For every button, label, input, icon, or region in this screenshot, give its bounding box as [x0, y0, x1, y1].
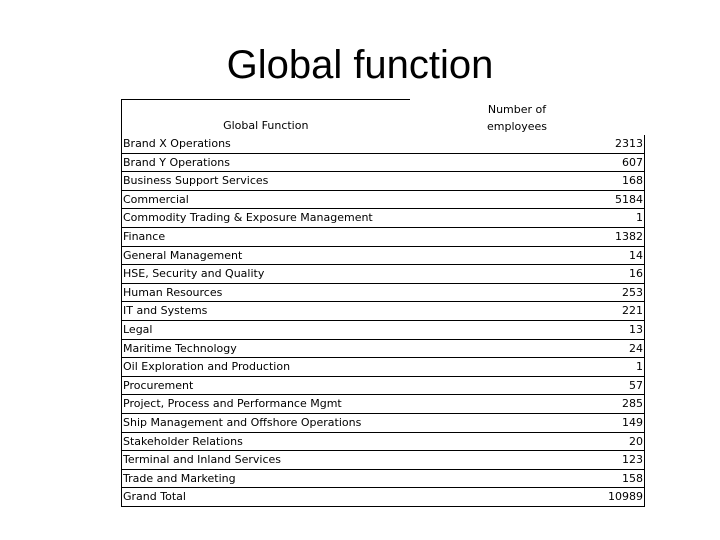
employees-cell: 24 [528, 339, 645, 358]
employees-cell: 607 [528, 153, 645, 172]
employees-cell: 16 [528, 265, 645, 284]
table-row [122, 395, 645, 414]
function-cell: Finance [122, 227, 410, 246]
table-row [122, 153, 645, 172]
function-cell: Grand Total [122, 488, 410, 507]
function-cell: Commodity Trading & Exposure Management [122, 209, 410, 228]
spacer-cell [410, 302, 528, 321]
spacer-cell [410, 135, 528, 153]
table-row [122, 320, 645, 339]
function-cell: Stakeholder Relations [122, 432, 410, 451]
function-cell: Legal [122, 320, 410, 339]
table-row [122, 339, 645, 358]
table-row [122, 135, 645, 153]
employees-cell: 221 [528, 302, 645, 321]
employees-cell: 168 [528, 172, 645, 191]
table-row [122, 209, 645, 228]
table-header-row [122, 100, 645, 136]
employees-cell: 253 [528, 283, 645, 302]
function-cell: Project, Process and Performance Mgmt [122, 395, 410, 414]
spacer-cell [410, 209, 528, 228]
function-cell: General Management [122, 246, 410, 265]
employees-cell: 149 [528, 413, 645, 432]
employee-table [121, 99, 645, 507]
employees-cell: 285 [528, 395, 645, 414]
table-row [122, 190, 645, 209]
table-row [122, 227, 645, 246]
function-cell: Commercial [122, 190, 410, 209]
function-cell: Brand Y Operations [122, 153, 410, 172]
table-row [122, 302, 645, 321]
table-row [122, 172, 645, 191]
function-cell: Brand X Operations [122, 135, 410, 153]
spacer-cell [410, 320, 528, 339]
table-row [122, 265, 645, 284]
table-row [122, 283, 645, 302]
employees-cell: 57 [528, 376, 645, 395]
function-cell: Maritime Technology [122, 339, 410, 358]
spacer-cell [410, 432, 528, 451]
spacer-cell [410, 246, 528, 265]
employees-cell: 1 [528, 209, 645, 228]
function-cell: Ship Management and Offshore Operations [122, 413, 410, 432]
employees-cell: 5184 [528, 190, 645, 209]
header-global-function: Global Function [122, 100, 410, 136]
spacer-cell [410, 339, 528, 358]
function-cell: Business Support Services [122, 172, 410, 191]
spacer-cell [410, 358, 528, 377]
employees-cell: 13 [528, 320, 645, 339]
table-row [122, 413, 645, 432]
header-employees-label: Number of employees [486, 103, 548, 133]
employees-cell: 10989 [528, 488, 645, 507]
employees-cell: 20 [528, 432, 645, 451]
spacer-cell [410, 153, 528, 172]
spacer-cell [410, 376, 528, 395]
table-row [122, 376, 645, 395]
employees-cell: 14 [528, 246, 645, 265]
employees-cell: 158 [528, 469, 645, 488]
spacer-cell [410, 488, 528, 507]
spacer-cell [410, 469, 528, 488]
function-cell: HSE, Security and Quality [122, 265, 410, 284]
table-row [122, 246, 645, 265]
spacer-cell [410, 190, 528, 209]
spacer-cell [410, 172, 528, 191]
spacer-cell [410, 283, 528, 302]
spacer-cell [410, 451, 528, 470]
employees-cell: 1382 [528, 227, 645, 246]
header-number-of-employees [410, 100, 645, 136]
spacer-cell [410, 265, 528, 284]
function-cell: Oil Exploration and Production [122, 358, 410, 377]
function-cell: IT and Systems [122, 302, 410, 321]
table-body [122, 100, 645, 507]
employees-cell: 2313 [528, 135, 645, 153]
function-cell: Human Resources [122, 283, 410, 302]
spacer-cell [410, 227, 528, 246]
employees-cell: 123 [528, 451, 645, 470]
slide-title: Global function [226, 43, 494, 87]
employees-cell: 1 [528, 358, 645, 377]
table-row [122, 451, 645, 470]
spacer-cell [410, 395, 528, 414]
table-row [122, 358, 645, 377]
table-row [122, 469, 645, 488]
table-row [122, 432, 645, 451]
function-cell: Trade and Marketing [122, 469, 410, 488]
spacer-cell [410, 413, 528, 432]
table-total-row [122, 488, 645, 507]
function-cell: Terminal and Inland Services [122, 451, 410, 470]
function-cell: Procurement [122, 376, 410, 395]
